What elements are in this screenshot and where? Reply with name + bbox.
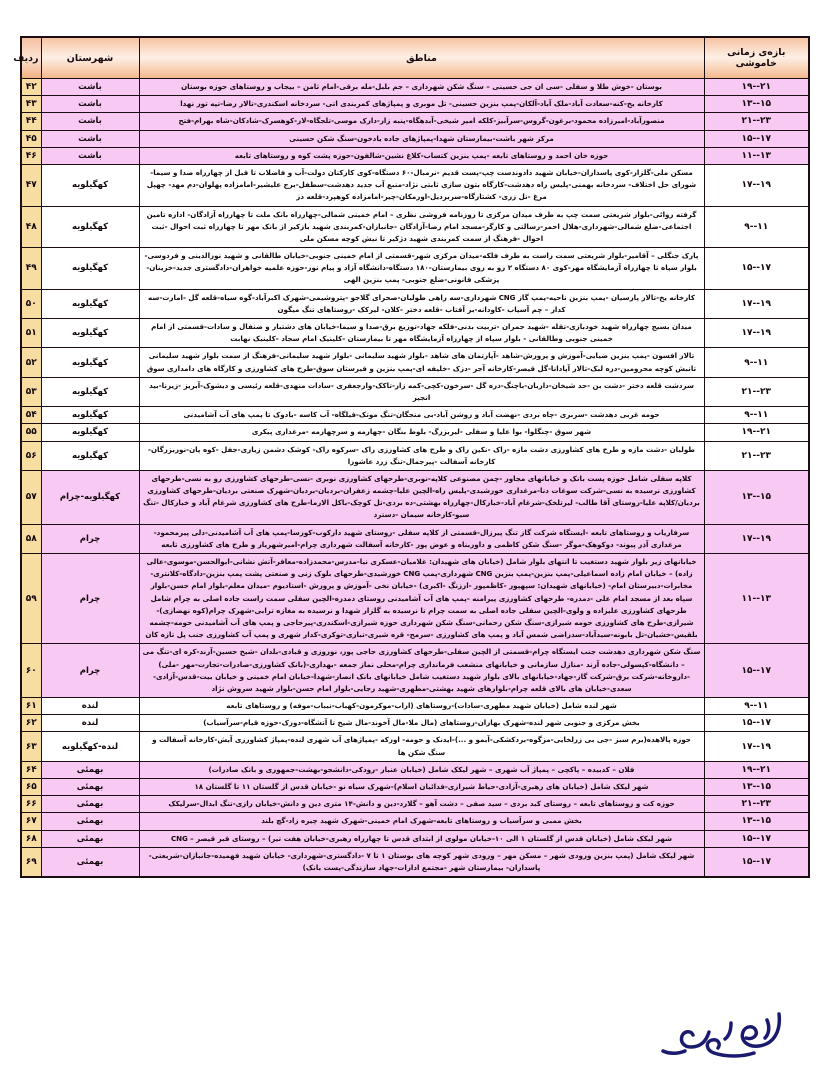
cell-outage-time: ۱۳--۱۱: [704, 554, 809, 644]
cell-city: باشت: [41, 79, 139, 96]
column-header-index: ردیف: [21, 37, 41, 79]
cell-index: ۶۴: [21, 761, 41, 778]
cell-areas: شهر لیکک شامل (پمپ بنزین ورودی شهر – مسکن مهر – ورودی شهر کوچه های بوستان ۱ تا ۷ -دادگستری-شهرداری- خیابان شهید فهمیده-جانبازان-شریعتی-پاسداران- بیمارستان شهر -مجتمع ادارات-جهاد سازندگی-پست بانک): [139, 847, 704, 877]
header-row: [21, 37, 809, 79]
cell-city: کهگیلویه: [41, 348, 139, 377]
table-row: [21, 554, 809, 644]
cell-city: بهمئی: [41, 813, 139, 830]
cell-areas: گرفته روائی-بلوار شریعتی سمت چپ به طرف میدان مرکزی تا روزنامه فروشی نظری – امام خمینی شمالی-چهارراه بانک ملت تا چهارراه آزادگان- اداره تامین اجتماعی-ضلع شمالی-شهرداری-هلال احمر-رسالتی و کارگر-مسجد امام رضا-آزادگان -جانبازان-کمربندی شهید بازکیر از بانک مهر تا چهارراه ثبت احوال -ثبت احوال -فرهنگ از سمت کمربندی شهید دژکیر تا نبش کوچه مسکن ملی: [139, 206, 704, 248]
cell-index: ۵۶: [21, 441, 41, 470]
watermark-asr-dena: [656, 1004, 786, 1066]
table-row: [21, 761, 809, 778]
cell-index: ۶۵: [21, 779, 41, 796]
cell-outage-time: ۱۱--۹: [704, 206, 809, 248]
cell-outage-time: ۱۹--۱۷: [704, 319, 809, 348]
cell-outage-time: ۱۳--۱۱: [704, 147, 809, 164]
cell-city: چرام: [41, 644, 139, 698]
table-row: [21, 424, 809, 441]
cell-city: کهگیلویه: [41, 441, 139, 470]
cell-areas: کارخانه یخ-تالار پارسیان -پمپ بنزین ناحیه-پمپ گاز CNG شهرداری-سه راهی طولیان-صحرای گلاجو -پتروشیمی-شهرک اکبرآباد-گوه سیاه-قلعه گل -امارت-سه کدار – چم آسیاب -کاودانه-بر آفتاب -قلعه دختر -کلان- لیرکک -روستاهای تنگ میگون: [139, 289, 704, 318]
cell-outage-time: ۱۷--۱۵: [704, 248, 809, 290]
table-body: [21, 79, 809, 878]
cell-areas: سردشت قلعه دختر -دشت بن -حد شیخان-داربان-باچنگ-دره گل -سرخون-کچی-کمه زار-تاکک-وارجعفری -سادات منهدی-قلعه رئیسی و دیشوک-آبریز -زیرنا-بید انجیر: [139, 377, 704, 406]
cell-city: کهگیلویه: [41, 319, 139, 348]
cell-outage-time: ۱۵--۱۳: [704, 470, 809, 524]
cell-city: بهمئی: [41, 779, 139, 796]
table-row: [21, 319, 809, 348]
cell-areas: بوستان -خوش طلا و سفلی -سی ان جی حسینی – سنگ شکن شهرداری – جم بلبل-مله برقی-امام ثامن – بیجاب و روستاهای حوزه بوستان: [139, 79, 704, 96]
cell-outage-time: ۱۹--۱۷: [704, 732, 809, 761]
cell-outage-time: ۱۹--۱۷: [704, 524, 809, 553]
cell-index: ۵۴: [21, 407, 41, 424]
cell-index: ۴۳: [21, 96, 41, 113]
cell-index: ۵۱: [21, 319, 41, 348]
table-row: [21, 248, 809, 290]
cell-outage-time: ۱۹--۱۷: [704, 164, 809, 206]
cell-index: ۶۰: [21, 644, 41, 698]
table-row: [21, 79, 809, 96]
cell-city: لنده: [41, 715, 139, 732]
cell-index: ۶۲: [21, 715, 41, 732]
cell-city: باشت: [41, 113, 139, 130]
cell-areas: طولیان -دشت مازه و طرح های کشاورزی دشت مازه -راک -نکین راک و طرح های کشاورزی راک -سرکوه راک- کوشک دشمن زیاری-جفل -کوه پان-نوربزرگان-کارخانه آسفالت -پیرجمال-تنگ زرد عاشورا: [139, 441, 704, 470]
cell-outage-time: ۱۷--۱۵: [704, 644, 809, 698]
cell-outage-time: ۱۷--۱۵: [704, 130, 809, 147]
cell-city: بهمئی: [41, 847, 139, 877]
cell-index: ۵۵: [21, 424, 41, 441]
table-row: [21, 698, 809, 715]
cell-index: ۴۷: [21, 164, 41, 206]
cell-areas: پارک جنگلی – آقامیر-بلوار شریعتی سمت راست به طرف فلکه-میدان مرکزی شهر-قسمتی از امام خمینی جنوبی-خیابان طالقانی و شهید نورالدینی و فردوسی-بلوار سپاه تا چهارراه آزمایشگاه مهر-کوی ۸۰ دستگاه ۲ رو به روی بیمارستان-۱۸۰ دستگاه-دانشگاه آزاد و پیام نور-حوزه علمیه خواهران-دادگستری جدید-خزینان-پزشکی قانونی-ضلع جنوبی- پمپ بنزین الهی: [139, 248, 704, 290]
cell-city: باشت: [41, 96, 139, 113]
table-row: [21, 206, 809, 248]
cell-areas: شهر لنده شامل (خیابان شهید مطهری-سادات)-روستاهای (اراب-موکرمون-کهباب-نیباب-موفه) و روستاهای تابعه: [139, 698, 704, 715]
table-row: [21, 830, 809, 847]
cell-index: ۵۰: [21, 289, 41, 318]
cell-city: کهگیلویه: [41, 248, 139, 290]
cell-areas: منصورآباد-امیرزاده محمود-برغون-گروس-سرآبیز-کلکه امیر شیخی-آبدهگاه-پنبه زار-دارک موسی-تلجگاه-لار-کوهسرک-شادکان-شاه بهرام-فتح: [139, 113, 704, 130]
cell-outage-time: ۲۳--۲۱: [704, 377, 809, 406]
cell-city: کهگیلویه: [41, 377, 139, 406]
cell-city: کهگیلویه: [41, 289, 139, 318]
cell-outage-time: ۱۵--۱۳: [704, 779, 809, 796]
outage-schedule-table: [13, 36, 810, 878]
table-row: [21, 96, 809, 113]
column-header-areas: مناطق: [139, 37, 704, 79]
cell-areas: شهر سوق -چنگلوا- بوا علیا و سفلی -لیربزرگ- بلوط بنگان -چهارمه و سرچهارمه -مرغداری پیکری: [139, 424, 704, 441]
cell-index: ۵۹: [21, 554, 41, 644]
cell-outage-time: ۲۱--۱۹: [704, 761, 809, 778]
cell-areas: تالار افسون -پمپ بنزین ضیایی-آموزش و پرورش-شاهد -آپارتمان های شاهد -بلوار شهید سلیمانی -بلوار شهید سلیمانی-فرهنگ از سمت بلوار شهید سلیمانی تانبش کوچه محرومین-دره لبک-تالار آپادانا-گل قیصر-کارخانه آجر -دزک -خلیفه ای-پمپ بنزین و فیرستان سوق-طرح های کشاورزی و کارگاه های دامداری سوق: [139, 348, 704, 377]
cell-index: ۴۲: [21, 79, 41, 96]
cell-areas: مسکن ملی-گلزار-کوی پاسداران-خیابان شهید دادوندست چپ-پست قدیم -نرمبال-۶۰ دستگاه-کوی کارکنان دولت-آب و فاضلاب تا قبل از چهارراه صدا و سیما-شورای حل اختلاف- سردخانه بهمنی-پلیس راه دهدشت-کارگاه بتون سازی ثابتی نژاد-منبع آب جدید دهدشت-سطفل-برج علیشیر-امامزاده پهلوان-دم مهد- چهپل مرغ -تل زری- کشتارگاه-سربردیل-اورمکان-چیر-امامزاده کوهپرد-قلعه دز: [139, 164, 704, 206]
cell-index: ۴۹: [21, 248, 41, 290]
table-row: [21, 407, 809, 424]
table-row: [21, 470, 809, 524]
cell-areas: کارخانه یخ-کنه-سعادت آباد-ملک آباد-آلکان-پمپ بنزین حسینی- تل موبری و پمپاژهای کمربندی اتی- سردخانه اسکندری-تالار رضا-تپه تور نهدا: [139, 96, 704, 113]
cell-index: ۴۵: [21, 130, 41, 147]
column-header-outage-time: بازه‌ی زمانی خاموشی: [704, 37, 809, 79]
cell-areas: مرکز شهر باشت-بیمارستان شهدا-پمپاژهای جاده یادخون-سنگ شکن حسینی: [139, 130, 704, 147]
cell-areas: بخش مرکزی و جنوبی شهر لنده-شهرک بهاران-روستاهای (مال ملا-مال آخوند-مال شیخ تا آتشگاه-دورک-حوزه قیام-سرآسیاب): [139, 715, 704, 732]
cell-areas: فلان – کدبیده – پاکچی – پمپاژ آب شهری – شهر لیکک شامل (خیابان عنبار -رودکی-دانشجو-بهشت-جمهوری و بانک صادرات): [139, 761, 704, 778]
cell-outage-time: ۱۵--۱۳: [704, 96, 809, 113]
cell-outage-time: ۱۷--۱۵: [704, 715, 809, 732]
table-row: [21, 113, 809, 130]
cell-index: ۵۲: [21, 348, 41, 377]
cell-index: ۵۸: [21, 524, 41, 553]
cell-city: بهمئی: [41, 830, 139, 847]
table-row: [21, 348, 809, 377]
cell-areas: حوزه خان احمد و روستاهای تابعه -پمپ بنزین کتساب-کلاغ نشین-شالفون-حوزه پشت کوه و روستاهای تابعه: [139, 147, 704, 164]
cell-city: کهگیلویه: [41, 407, 139, 424]
cell-areas: شهر لیکک شامل (خیابان های رهبری-آزادی-حیاط شیرازی-فدائیان اسلام)-شهرک سیاه نو -خیابان قدس از گلستان ۱۱ تا گلستان ۱۸: [139, 779, 704, 796]
cell-city: بهمئی: [41, 796, 139, 813]
table-row: [21, 779, 809, 796]
table-row: [21, 441, 809, 470]
cell-index: ۶۶: [21, 796, 41, 813]
cell-areas: کلاپه سفلی شامل حوزه پست بانک و خیابانهای مجاور -چمن مصنوعی کلاپه-نوبری-طرحهای کشاورزی نوبری -نسی-طرحهای کشاورزی رو به نسی-طرحهای کشاورزی نرسیده به نسی-شرکت سوغات دنا-مرغداری خورشیدی-پلیس راه-الچین علیا-چشمه زعفران-بردیان-بردیان-شهرک صنعتی بردیان-طرحهای کشاورزی بردیان/کلاپه علیا-روستای آقا طالب- لیرتلخک-شرغام آباد-خبارکال-چهارراه بهشتی-ده بردی-تل کوچک-باکل الارما-طرح های کشاورزی شرغام آباد و خبارکال -تنگ سیو-کارخانه سیمان -دسترد: [139, 470, 704, 524]
table-row: [21, 644, 809, 698]
cell-outage-time: ۲۳--۲۱: [704, 441, 809, 470]
cell-outage-time: ۱۹--۱۷: [704, 289, 809, 318]
cell-areas: سرفاریاب و روستاهای تابعه -ایستگاه شرکت گاز تنگ پیرزال-قسمتی از کلاپه سفلی -روستای شهید دارکوب-کورسا-پمپ های آب آشامیدنی-دلی پیرمحمود-مرغداری آذر پیوند- دوکوهک-موگر -سنگ شکن کاظمی و داوربناه و عوض پور -کارخانه آسفالت شهرداری چرام-امیرشهریار و طرح های کشاورزی تابعه: [139, 524, 704, 553]
cell-areas: میدان بسیج چهارراه شهید خودبازی-تقله -شهید جمران -تربیت بدنی-فلکه جهاد-توزیع برق-صدا و سیما-خیابان های دشتبار و ضنفال و سادات-قسمتی از امام خمینی جنوبی وطالقانی - بلوار سپاه از چهارراه آزمایشگاه مهر تا بیمارستان -کلینیک امام سجاد -کلینیک نهابت: [139, 319, 704, 348]
cell-index: ۶۸: [21, 830, 41, 847]
cell-outage-time: ۱۵--۱۳: [704, 813, 809, 830]
cell-index: ۶۷: [21, 813, 41, 830]
table-row: [21, 289, 809, 318]
cell-outage-time: ۱۱--۹: [704, 698, 809, 715]
cell-index: ۵۷: [21, 470, 41, 524]
cell-city: باشت: [41, 147, 139, 164]
cell-city: کهگیلویه: [41, 164, 139, 206]
table-row: [21, 524, 809, 553]
cell-areas: حومه غربی دهدشت -سربری -چاه بردی -نهضت آباد و روشن آباد-بی منجگان-تنگ موتک-فیلگاه- آب کاسه -یادوک تا پمپ های آب آشامیدنی: [139, 407, 704, 424]
cell-areas: بخش ممبی و سرآسیاب و روستاهای تابعه-شهرک امام خمینی-شهرک شهید چیره زاد-گچ بلند: [139, 813, 704, 830]
cell-city: کهگیلویه: [41, 206, 139, 248]
cell-index: ۴۶: [21, 147, 41, 164]
cell-outage-time: ۱۷--۱۵: [704, 847, 809, 877]
cell-index: ۶۹: [21, 847, 41, 877]
table-header: [13, 37, 809, 79]
cell-index: ۶۱: [21, 698, 41, 715]
cell-outage-time: ۲۱--۱۹: [704, 79, 809, 96]
cell-index: ۵۳: [21, 377, 41, 406]
cell-areas: حوزه کت و روستاهای تابعه – روستای کبد بردی – سید صفی – دشت آهو – گلارد-دین و دانش-۱۴ متری دین و دانش-خیابان رازی-تنگ ابدال-سرلیکک: [139, 796, 704, 813]
cell-index: ۴۸: [21, 206, 41, 248]
cell-outage-time: ۲۱--۱۹: [704, 424, 809, 441]
column-header-city: شهرستان: [41, 37, 139, 79]
cell-outage-time: ۱۱--۹: [704, 407, 809, 424]
cell-city: چرام: [41, 554, 139, 644]
table-row: [21, 796, 809, 813]
table-row: [21, 130, 809, 147]
cell-outage-time: ۲۳--۲۱: [704, 796, 809, 813]
cell-areas: شهر لیکک شامل (خیابان قدس از گلستان ۱ الی ۱۰-خیابان مولوی از ابتدای قدس تا چهارراه رهبری-خیابان هفت تیر) – روستای قبر قیصر – CNG: [139, 830, 704, 847]
cell-city: کهگیلویه-چرام: [41, 470, 139, 524]
cell-areas: حوزه پالاهده(برم سبز -جی بی زرلخایی-مزگوه-بردکشکی-آبمو و ...)-ایدنک و حومه- اورکه -پمپاژهای آب شهری لنده-پمپاژ کشاورزی آبش-کارخانه آسفالت و سنگ شکن ها: [139, 732, 704, 761]
cell-index: ۴۴: [21, 113, 41, 130]
cell-city: بهمئی: [41, 761, 139, 778]
cell-city: کهگیلویه: [41, 424, 139, 441]
table-row: [21, 147, 809, 164]
table-row: [21, 847, 809, 877]
cell-city: لنده: [41, 698, 139, 715]
outage-table-sheet: [13, 36, 810, 878]
cell-city: باشت: [41, 130, 139, 147]
table-row: [21, 813, 809, 830]
cell-outage-time: ۲۳--۲۱: [704, 113, 809, 130]
cell-city: لنده-کهگیلویه: [41, 732, 139, 761]
table-row: [21, 377, 809, 406]
cell-areas: خیابانهای زیر بلوار شهید دستغیب تا انتهای بلوار شامل (خیابان های شهیدان: غلامیان-عسکری نیا-مدرس-محمدزاده-معافر-آتش نشانی-ابوالحسن-موسوی-عالی زاده) – خیابان امام زاده اسماعیلی-پمپ بنزین-پمپ بنزین CNG شهرداری-پمپ CNG خورشیدی-طرحهای بلوک زنی و صنعتی پشت پمپ بنزین-دادگاه-کلانتری-مخابرات-دبیرستان امام- (خیابانهای شهیدان: سپهپور -کاظمپور -ارزنگ -اکبری) -خیابان نخی -آموزش و پرورش -استادیوم -میدان معلم-بلوار امام حسن-بلوار سپاه بعد از مسجد امام علی -دمدره- طرحهای کشاورزی پیرامنه -پمپ های آب آشامیدنی روستای دمدره-الچین سفلی سمت راست جاده اصلی به چرام شامل طرحهای کشاورزی علیزاده و ولوی-الچین سفلی جاده اصلی به سمت چرام تا نرسیده به گلزار شهدا و نرسیده به مغازه ترابی-شهرک چرام(کوه نهضازی)-شیرازی-طرح های کشاورزی حومه شیرازی-سنگ شکن رحمانی-سنگ شکن شهرداری حوزه شیرازی-اسکندری-پیرحاجی و پمپ های آب آشامیدنی حومه-چشمه بلقیس-خشیان-تل بابونه-سیدآباد-سدراضی شمس آباد و پمپ های کشاورزی -سرمح- قره شیری-تباری-توکری-کدار شهری و پمپ آب کشاورزی جنب پل تازه کان: [139, 554, 704, 644]
cell-outage-time: ۱۷--۱۵: [704, 830, 809, 847]
table-row: [21, 715, 809, 732]
cell-index: ۶۳: [21, 732, 41, 761]
cell-areas: سنگ شکن شهرداری دهدشت جنب ایستگاه چرام-قسمتی از الچین سفلی-طرحهای کشاورزی حاجی پور، نوروزی و قبادی-بلدان -شیخ حسین-آرند-کره ای-تنگ می – دانشگاه-کپسولی-جاده آرند -منازل سازمانی و خیابانهای منشعب فرمانداری چرام-محلی نماز جمعه -بهداری-(بانک کشاورزی-صادرات-تجارت-مهر -ملی) -داروخانه-شرکت برق-شرکت گاز-جهاد-خیابانهای بالای بلوار شهید دستغیب شامل خیابانهای بانک انصار-شهدا-خیابان امام خمینی و خیابان بیت-قدس-آزادی-سعدی-خیابان های بالای قلعه چرام-بلوارهای شهید بهشتی-مطهری-شهید رجایی-بلوار امام حسن-بلوار شهید سروش نژاد: [139, 644, 704, 698]
table-row: [21, 732, 809, 761]
cell-city: چرام: [41, 524, 139, 553]
table-row: [21, 164, 809, 206]
cell-outage-time: ۱۱--۹: [704, 348, 809, 377]
